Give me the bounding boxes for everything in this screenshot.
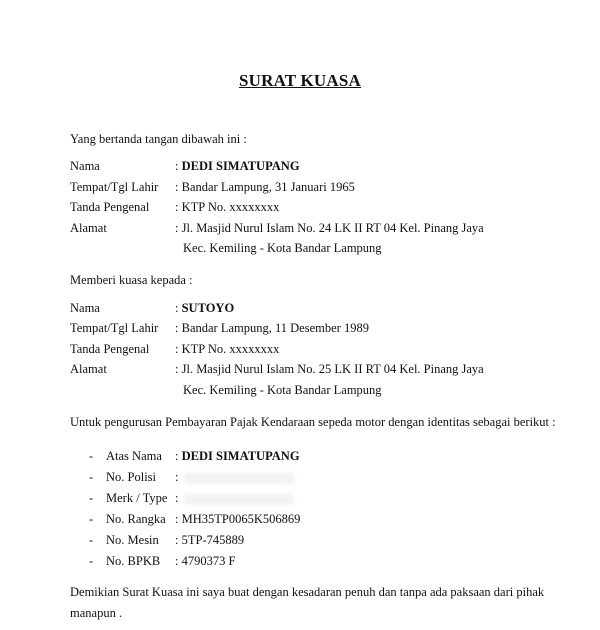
- grantor-name-value: : DEDI SIMATUPANG: [175, 159, 300, 173]
- grantee-intro: Memberi kuasa kepada :: [70, 273, 193, 287]
- grantor-address-line2: Kec. Kemiling - Kota Bandar Lampung: [183, 241, 382, 255]
- brand-type-label: Merk / Type: [106, 491, 168, 505]
- brand-type-value: :: [175, 490, 294, 506]
- list-bullet: -: [89, 470, 94, 484]
- owner-label: Atas Nama: [106, 449, 162, 463]
- purpose-text: Untuk pengurusan Pembayaran Pajak Kendaraan sepeda motor dengan identitas sebagai berikut :: [70, 415, 556, 429]
- list-bullet: -: [89, 491, 94, 505]
- grantor-birth-label: Tempat/Tgl Lahir: [70, 180, 159, 194]
- plate-value: :: [175, 469, 294, 485]
- grantor-name: DEDI SIMATUPANG: [181, 159, 300, 173]
- list-bullet: -: [89, 533, 94, 547]
- grantor-id-label: Tanda Pengenal: [70, 200, 150, 214]
- redacted-plate: [184, 473, 294, 484]
- list-bullet: -: [89, 449, 94, 463]
- grantor-address-label: Alamat: [70, 221, 107, 235]
- grantee-id: KTP No. xxxxxxxx: [181, 342, 280, 356]
- grantee-address-line2: Kec. Kemiling - Kota Bandar Lampung: [183, 383, 382, 397]
- grantee-name: SUTOYO: [181, 301, 235, 315]
- owner-name: DEDI SIMATUPANG: [181, 449, 300, 463]
- grantee-address-label: Alamat: [70, 362, 107, 376]
- grantor-intro: Yang bertanda tangan dibawah ini :: [70, 132, 247, 146]
- engine-label: No. Mesin: [106, 533, 159, 547]
- chassis-label: No. Rangka: [106, 512, 166, 526]
- owner-value: : DEDI SIMATUPANG: [175, 449, 300, 463]
- grantee-id-label: Tanda Pengenal: [70, 342, 150, 356]
- grantee-birth-label: Tempat/Tgl Lahir: [70, 321, 159, 335]
- engine-value: : 5TP-745889: [175, 533, 245, 547]
- grantee-address-value: : Jl. Masjid Nurul Islam No. 25 LK II RT 04 Kel. Pinang Jaya: [175, 362, 484, 376]
- grantee-address-line1: Jl. Masjid Nurul Islam No. 25 LK II RT 04 Kel. Pinang Jaya: [181, 362, 484, 376]
- grantor-id-value: : KTP No. xxxxxxxx: [175, 200, 280, 214]
- grantee-name-label: Nama: [70, 301, 100, 315]
- grantor-birth: Bandar Lampung, 31 Januari 1965: [181, 180, 355, 194]
- redacted-brand-type: [184, 494, 294, 505]
- grantee-birth-value: : Bandar Lampung, 11 Desember 1989: [175, 321, 369, 335]
- grantor-id: KTP No. xxxxxxxx: [181, 200, 280, 214]
- grantor-birth-value: : Bandar Lampung, 31 Januari 1965: [175, 180, 355, 194]
- bpkb-number: 4790373 F: [181, 554, 236, 568]
- list-bullet: -: [89, 554, 94, 568]
- grantor-address-line1: Jl. Masjid Nurul Islam No. 24 LK II RT 04 Kel. Pinang Jaya: [181, 221, 484, 235]
- grantee-id-value: : KTP No. xxxxxxxx: [175, 342, 280, 356]
- plate-label: No. Polisi: [106, 470, 157, 484]
- bpkb-value: : 4790373 F: [175, 554, 236, 568]
- chassis-value: : MH35TP0065K506869: [175, 512, 301, 526]
- bpkb-label: No. BPKB: [106, 554, 161, 568]
- grantee-name-value: : SUTOYO: [175, 301, 235, 315]
- closing-line-1: Demikian Surat Kuasa ini saya buat dengan kesadaran penuh dan tanpa ada paksaan dari pihak: [70, 585, 545, 599]
- closing-line-2: manapun .: [70, 606, 123, 620]
- grantor-address-value: : Jl. Masjid Nurul Islam No. 24 LK II RT 04 Kel. Pinang Jaya: [175, 221, 484, 235]
- document-title: SURAT KUASA: [238, 71, 361, 90]
- engine-number: 5TP-745889: [181, 533, 245, 547]
- chassis-number: MH35TP0065K506869: [181, 512, 301, 526]
- list-bullet: -: [89, 512, 94, 526]
- grantor-name-label: Nama: [70, 159, 100, 173]
- grantee-birth: Bandar Lampung, 11 Desember 1989: [181, 321, 369, 335]
